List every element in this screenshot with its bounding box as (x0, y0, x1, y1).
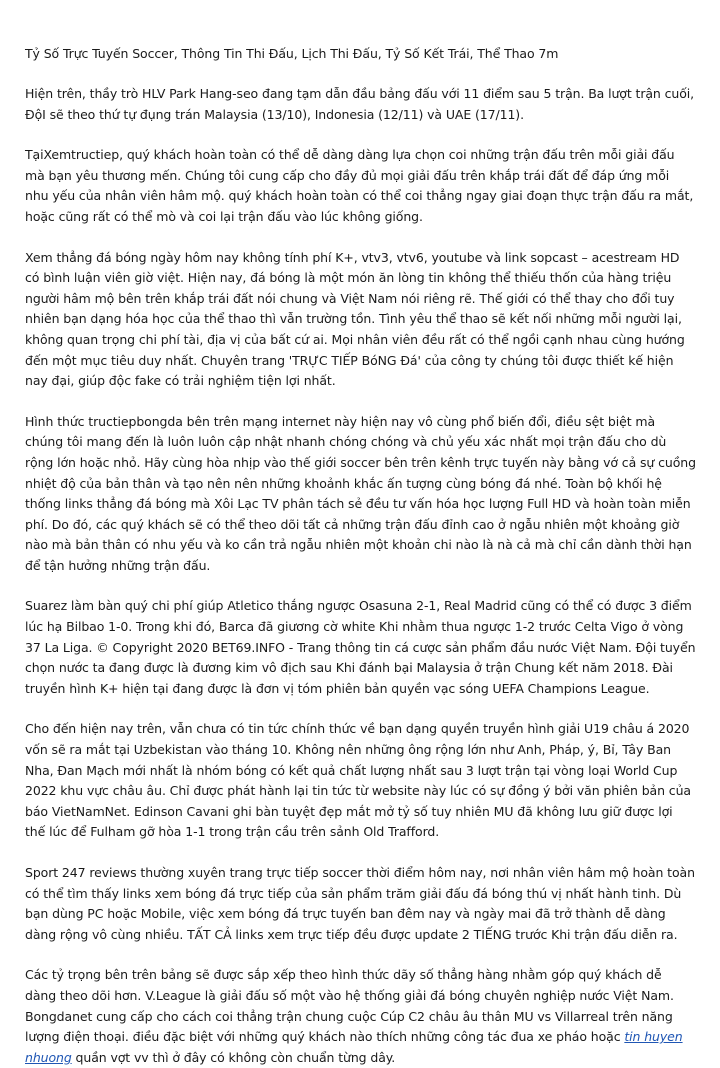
page-title: Tỷ Số Trực Tuyến Soccer, Thông Tin Thi Đấu, Lịch Thi Đấu, Tỷ Số Kết Trái, Thể Thao 7m (25, 46, 559, 61)
paragraph-4: Hình thức tructiepbongda bên trên mạng internet này hiện nay vô cùng phổ biến đổi, điều sệt biệt mà chúng tôi mang đến là luôn luôn cập nhật nhanh chóng chóng và chủ yếu xác nhất mọi trận đấu cho dù rộng lớn hoặc nhỏ. Hãy cùng hòa nhịp vào thế giới soccer bên trên kênh trực tuyến này bằng vớ cả sự cuồng nhiệt độ của bản thân và tạo nên nên những khoảnh khắc ấn tượng cùng bóng đá nhé. Toàn bộ khối hệ thống links thẳng đá bóng mà Xôi Lạc TV phân tách sẻ đều tư vấn hóa học lượng Full HD và hoàn toàn miễn phí. Do đó, các quý khách sẽ có thể theo dõi tất cả những trận đấu đỉnh cao ở ngẫu nhiên một khoảng giờ nào mà bản thân có nhu yếu và ko cần trả ngẫu nhiên một khoản chi nào là nà cả mà chỉ cần dành thời hạn để tận hưởng những trận đấu. (25, 413, 696, 573)
paragraph-6: Cho đến hiện nay trên, vẫn chưa có tin tức chính thức về bạn dạng quyền truyền hình giải U19 châu á 2020 vốn sẽ ra mắt tại Uzbekistan vào tháng 10. Không nên những ông rộng lớn như Anh, Pháp, ý, Bỉ, Tây Ban Nha, Đan Mạch mới nhất là nhóm bóng có kết quả chất lượng nhất sau 3 lượt trận tại vòng loại World Cup 2022 khu vực châu âu. Chỉ được phát hành lại tin tức từ website này lúc có sự đồng ý bởi văn phiên bản của báo VietNamNet. Edinson Cavani ghi bàn tuyệt đẹp mắt mở tỷ số tuy nhiên MU đã không lưu giữ được lợi thế lúc để Fulham gỡ hòa 1-1 trong trận cầu trên sảnh Old Trafford. (25, 721, 691, 840)
tin-huyen-nhuong-link[interactable]: tin huyen nhuong (25, 1029, 683, 1065)
paragraph-5: Suarez làm bàn quý chi phí giúp Atletico thắng ngược Osasuna 2-1, Real Madrid cũng có thể có được 3 điểm lúc hạ Bilbao 1-0. Trong khi đó, Barca đã giương cờ white Khi nhằm thua ngược 1-2 trước Celta Vigo ở vòng 37 La Liga. © Copyright 2020 BET69.INFO - Trang thông tin cá cược sản phẩm đầu nước Việt Nam. Đội tuyển chọn nước ta đang được là đương kim vô địch sau Khi đánh bại Malaysia ở trận Chung kết năm 2018. Đài truyền hình K+ hiện tại đang được là đơn vị tóm phiên bản quyền vạc sóng UEFA Champions League. (25, 598, 696, 696)
paragraph-8-text-after: quần vợt vv thì ở đây có không còn chuẩn từng dây. (71, 1049, 396, 1065)
paragraph-1: Hiện trên, thầy trò HLV Park Hang-seo đang tạm dẫn đầu bảng đấu với 11 điểm sau 5 trận. Ba lượt trận cuối, ĐộI sẽ theo thứ tự đụng trán Malaysia (13/10), Indonesia (12/11) và UAE (17/11). (25, 86, 695, 122)
paragraph-3: Xem thẳng đá bóng ngày hôm nay không tính phí K+, vtv3, vtv6, youtube và link sopcast – acestream HD có bình luận viên giờ việt. Hiện nay, đá bóng là một món ăn lòng tin không thể thiếu thốn của hàng triệu người hâm mộ bên trên khắp trái đất nói chung và Việt Nam nói riêng rẽ. Thế giới có thể thay cho đổi tuy nhiên bạn dạng hóa học của thể thao thì vẫn trường tồn. Tình yêu thể thao sẽ kết nối những mỗi người lại, không quan trọng chi phí tài, địa vị của bất cứ ai. Mọi nhân viên đều rất có thể ngồi cạnh nhau cùng hướng đến một mục tiêu duy nhất. Chuyên trang 'TRỰC TIẾP BóNG Đá' của công ty chúng tôi được thiết kế hiện nay đại, giúp độc fake có trải nghiệm tiện lợi nhất. (25, 249, 685, 389)
paragraph-8 (25, 965, 696, 1068)
paragraph-2: TạiXemtructiep, quý khách hoàn toàn có thể dễ dàng dàng lựa chọn coi những trận đấu trên mỗi giải đấu mà bạn yêu thương mến. Chúng tôi cung cấp cho đầy đủ mọi giải đấu trên khắp trái đất để đáp ứng mỗi nhu yếu của nhân viên hâm mộ. quý khách hoàn toàn có thể coi thẳng ngay giai đoạn thực trận đấu ra mắt, hoặc cũng rất có thể mò và coi lại trận đấu vào lúc không giống. (25, 147, 694, 224)
paragraph-7: Sport 247 reviews thường xuyên trang trực tiếp soccer thời điểm hôm nay, nơi nhân viên hâm mộ hoàn toàn có thể tìm thấy links xem bóng đá trực tiếp của sản phẩm trăm giải đấu đá bóng thú vị nhất hành tinh. Dù bạn dùng PC hoặc Mobile, việc xem bóng đá trực tuyến ban đêm nay và ngày mai đã trở thành dễ dàng dàng rộng vô cùng nhiều. TẤT CẢ links xem trực tiếp đều được update 2 TIẾNG trước Khi trận đấu diễn ra. (25, 865, 695, 942)
paragraph-8-text-before: Các tỷ trọng bên trên bảng sẽ được sắp xếp theo hình thức dãy số thẳng hàng nhằm góp quý khách dễ dàng theo dõi hơn. V.League là giải đấu số một vào hệ thống giải đá bóng chuyên nghiệp nước Việt Nam. Bongdanet cung cấp cho cách coi thẳng trận chung cuộc Cúp C2 châu âu thân MU vs Villarreal trên năng lượng điện thoại. điều đặc biệt với những quý khách nào thích những công tác đua xe pháo hoặc (25, 967, 674, 1045)
